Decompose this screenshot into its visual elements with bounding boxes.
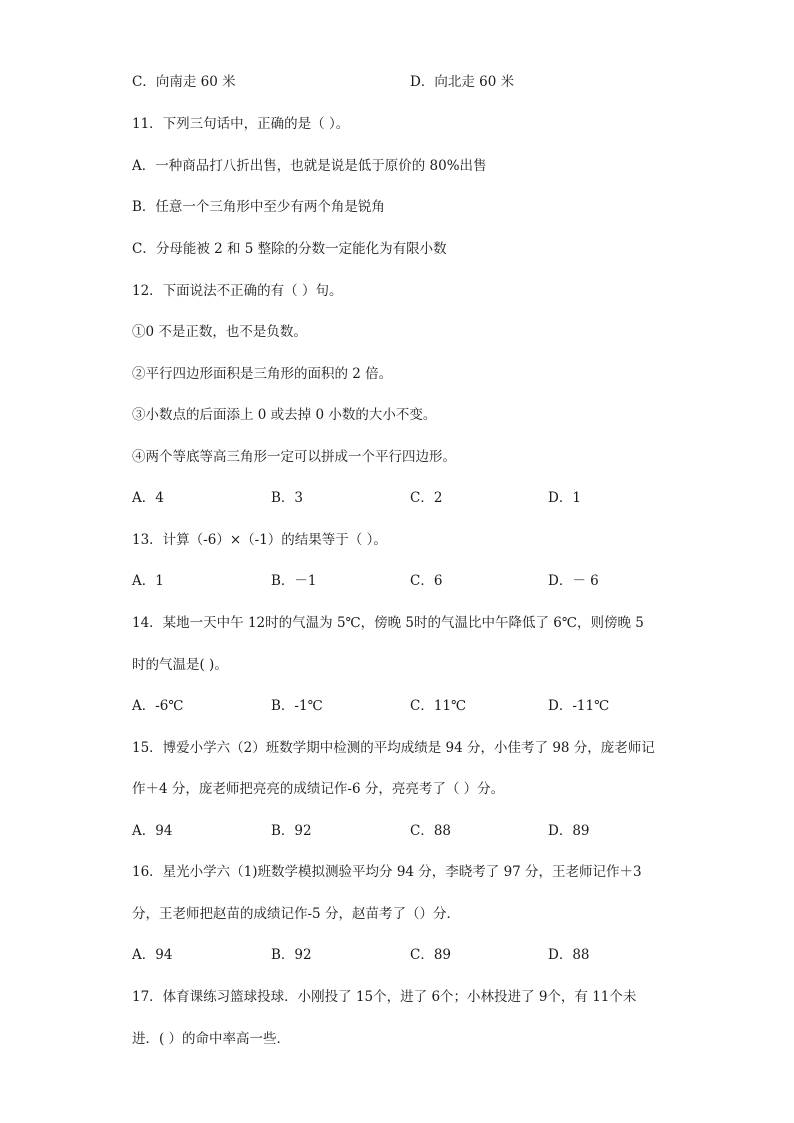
- q13-stem: 13．计算（-6）×（-1）的结果等于（ ）。: [132, 532, 387, 548]
- q14-stem-line1: 14．某地一天中午 12时的气温为 5℃，傍晚 5时的气温比中午降低了 6℃，则傍晚 5: [132, 615, 644, 631]
- q14-option-d: D．-11℃: [548, 698, 610, 714]
- q17-stem-line2: 进．( ）的命中率高一些．: [132, 1031, 291, 1047]
- q12-option-b: B．3: [271, 490, 304, 506]
- q16-stem-line2: 分，王老师把赵苗的成绩记作-5 分，赵苗考了（）分．: [132, 906, 460, 922]
- q12-statement-1: ①0 不是正数，也不是负数。: [132, 324, 307, 340]
- q12-option-c: C．2: [410, 490, 443, 506]
- q14-option-c: C．11℃: [410, 698, 467, 714]
- q11-option-a: A．一种商品打八折出售，也就是说是低于原价的 80%出售: [132, 158, 487, 174]
- q13-option-a: A．1: [132, 573, 164, 589]
- q13-option-b: B．－1: [271, 573, 317, 589]
- q16-option-b: B．92: [271, 947, 312, 963]
- q15-option-a: A．94: [132, 823, 173, 839]
- q13-option-c: C．6: [410, 573, 443, 589]
- q15-stem-line2: 作＋4 分，庞老师把亮亮的成绩记作-6 分，亮亮考了（ ）分。: [132, 781, 505, 797]
- q12-statement-3: ③小数点的后面添上 0 或去掉 0 小数的大小不变。: [132, 407, 437, 423]
- q11-stem: 11．下列三句话中，正确的是（ ）。: [132, 116, 350, 132]
- q11-option-b: B．任意一个三角形中至少有两个角是锐角: [132, 199, 385, 215]
- q15-option-c: C．88: [410, 823, 452, 839]
- q10-option-c: C．向南走 60 米: [132, 74, 236, 90]
- q16-option-c: C．89: [410, 947, 452, 963]
- q12-statement-2: ②平行四边形面积是三角形的面积的 2 倍。: [132, 366, 393, 382]
- q16-stem-line1: 16．星光小学六（1)班数学模拟测验平均分 94 分，李晓考了 97 分，王老师记作＋3: [132, 864, 642, 880]
- q15-option-b: B．92: [271, 823, 312, 839]
- q16-option-a: A．94: [132, 947, 173, 963]
- q15-option-d: D．89: [548, 823, 590, 839]
- q14-stem-line2: 时的气温是( )。: [132, 657, 228, 673]
- q17-stem-line1: 17．体育课练习篮球投球．小刚投了 15个，进了 6个；小林投进了 9个，有 11个未: [132, 989, 637, 1005]
- q12-option-d: D．1: [548, 490, 581, 506]
- q12-stem: 12．下面说法不正确的有（ ）句。: [132, 283, 343, 299]
- q14-option-b: B．-1℃: [271, 698, 323, 714]
- q13-option-d: D．－ 6: [548, 573, 599, 589]
- q12-option-a: A．4: [132, 490, 164, 506]
- q12-statement-4: ④两个等底等高三角形一定可以拼成一个平行四边形。: [132, 449, 456, 465]
- q11-option-c: C．分母能被 2 和 5 整除的分数一定能化为有限小数: [132, 241, 447, 257]
- q16-option-d: D．88: [548, 947, 590, 963]
- q15-stem-line1: 15．博爱小学六（2）班数学期中检测的平均成绩是 94 分，小佳考了 98 分，庞老师记: [132, 740, 655, 756]
- q10-option-d: D．向北走 60 米: [410, 74, 515, 90]
- q14-option-a: A．-6℃: [132, 698, 184, 714]
